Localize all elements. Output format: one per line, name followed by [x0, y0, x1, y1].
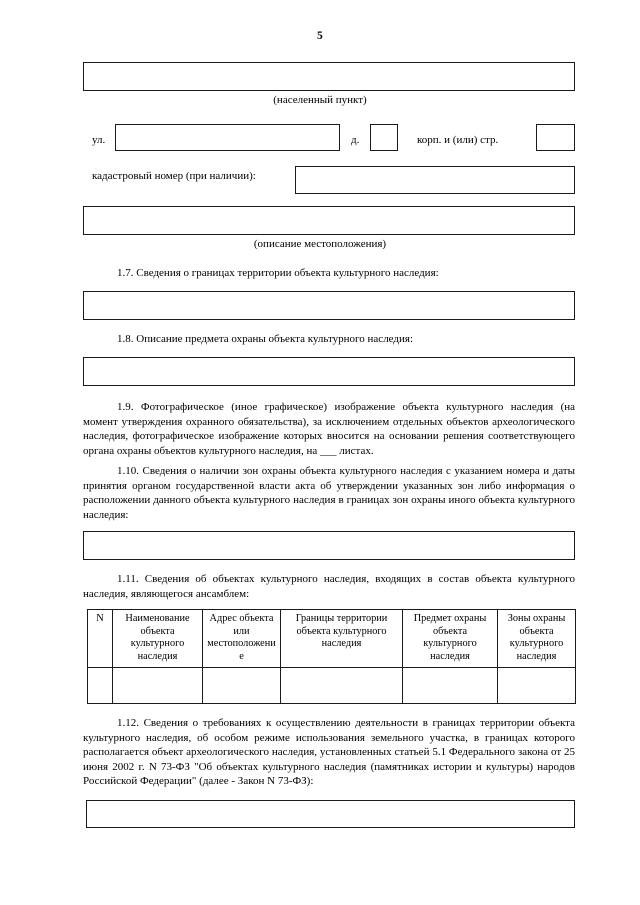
table-cell[interactable]: [203, 668, 281, 704]
cadastral-input[interactable]: [295, 166, 575, 194]
section-1-12-text: 1.12. Сведения о требованиях к осуществлению деятельности в границах территории объекта культурного наследия, об особом режиме использования земельного участка, в границах которого располагается объект археологического наследия, установленных статьей 5.1 Федерального закона от 25 июня 2002 г. N 73-ФЗ "Об объектах культурного наследия (памятниках истории и культуры) народов Российской Федерации" (далее - Закон N 73-ФЗ):: [83, 717, 575, 788]
table-cell[interactable]: [403, 668, 498, 704]
section-1-10-text: 1.10. Сведения о наличии зон охраны объекта культурного наследия с указанием номера и даты принятия органом государственной власти акта об утверждении указанных зон либо информация о расположении данного объекта культурного наследия в границах зон охраны иного объекта культурного наследия:: [83, 465, 575, 521]
section-1-8-input[interactable]: [83, 357, 575, 386]
section-1-8-heading: 1.8. Описание предмета охраны объекта культурного наследия:: [117, 333, 414, 345]
table-header-cell: Наименование объекта культурного наследия: [113, 610, 203, 668]
settlement-caption: (населенный пункт): [273, 94, 367, 106]
section-1-12-input[interactable]: [86, 800, 575, 828]
section-1-10-input[interactable]: [83, 531, 575, 560]
building-input[interactable]: [536, 124, 575, 151]
section-1-11-text: 1.11. Сведения об объектах культурного наследия, входящих в состав объекта культурного наследия, являющегося ансамблем:: [83, 573, 575, 600]
table-header-cell: Предмет охраны объекта культурного наследия: [403, 610, 498, 668]
table-cell[interactable]: [498, 668, 576, 704]
page-number: 5: [316, 30, 324, 42]
location-description-input[interactable]: [83, 206, 575, 235]
table-header-cell: Зоны охраны объекта культурного наследия: [498, 610, 576, 668]
house-label: д.: [351, 134, 360, 146]
table-header-cell: Границы территории объекта культурного наследия: [281, 610, 403, 668]
cadastral-label: кадастровый номер (при наличии):: [92, 170, 256, 182]
table-cell[interactable]: [113, 668, 203, 704]
table-header-row: [88, 610, 576, 668]
table-header-cell: Адрес объекта или местоположение: [203, 610, 281, 668]
location-description-caption: (описание местоположения): [253, 238, 387, 250]
table-cell[interactable]: [88, 668, 113, 704]
ensemble-table: [87, 609, 576, 704]
section-1-7-input[interactable]: [83, 291, 575, 320]
table-row[interactable]: [88, 668, 576, 704]
table-cell[interactable]: [281, 668, 403, 704]
building-label: корп. и (или) стр.: [417, 134, 499, 146]
house-input[interactable]: [370, 124, 398, 151]
street-label: ул.: [92, 134, 106, 146]
section-1-7-heading: 1.7. Сведения о границах территории объекта культурного наследия:: [117, 267, 439, 279]
settlement-input[interactable]: [83, 62, 575, 91]
section-1-9-text: 1.9. Фотографическое (иное графическое) изображение объекта культурного наследия (на момент утверждения охранного обязательства), за исключением отдельных объектов археологического наследия, фотографическое изображение которых вносится на основании решения соответствующего органа охраны объектов культурного наследия, на ___ листах.: [83, 401, 575, 457]
street-input[interactable]: [115, 124, 340, 151]
table-header-cell: N: [88, 610, 113, 668]
